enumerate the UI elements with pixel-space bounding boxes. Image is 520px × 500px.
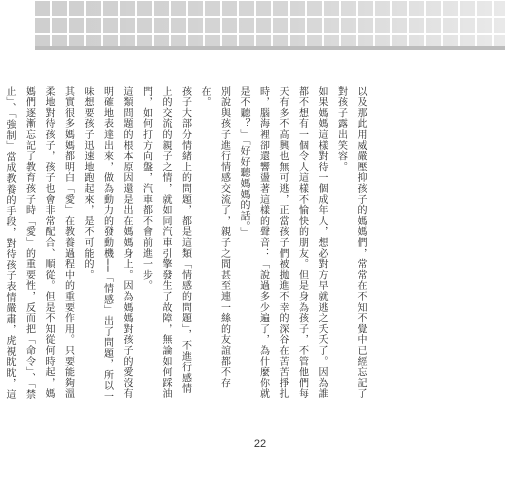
vertical-body-text [0, 86, 370, 404]
page-number: 22 [253, 438, 267, 450]
paragraph-6: 其實很多媽媽都明白「愛」在教養過程中的重要作用。只要能夠溫柔地對待孩子，孩子也會非常配合、順從。但是不知從何時起，媽媽們逐漸忘記了教育孩子時「愛」的重要性，反而把「命令」、「禁止」、「強制」當成教養的手段，對待孩子表情嚴肅，虎視眈眈，這 [4, 86, 74, 400]
decorative-grid-band [35, 0, 505, 50]
paragraph-5: 這類問題的根本原因還是出在媽媽身上。因為媽媽對孩子的愛沒有明確地表達出來，做為動力的發動機──「情感」出了問題，所以一味想要孩子迅速地跑起來，是不可能的。 [82, 86, 132, 403]
band-bottom-rule [35, 46, 505, 50]
paragraph-3: 別說與孩子進行情感交流了，親子之間甚至連一絲的友誼都不存在。 [199, 86, 230, 389]
paragraph-4: 孩子大部分情緒上的問題，都是這類「情感的問題」，不進行感情上的交流的親子之情，就如同汽車引擎發生了故障，無論如何踩油門，如何打方向盤，汽車都不會前進一步。 [140, 86, 191, 400]
grid-fade-overlay [35, 0, 505, 50]
paragraph-2: 如果媽媽這樣對待一個成年人，想必對方早就逃之夭夭了。因為誰都不想有一個令人這樣不愉快的朋友。但是身為孩子，不管他們每天有多不高興也無可逃，正當孩子們被拋進不幸的深谷在苦苦掙扎時，腦海裡卻還響盪著這樣的聲音：「說過多少遍了，為什麼你就是不聽？」「好好聽媽媽的話。」 [238, 86, 327, 400]
paragraph-1: 以及那此用威嚴壓抑孩子的媽媽們，常常在不知不覺中已經忘記了對孩子露出笑容。 [335, 86, 366, 400]
